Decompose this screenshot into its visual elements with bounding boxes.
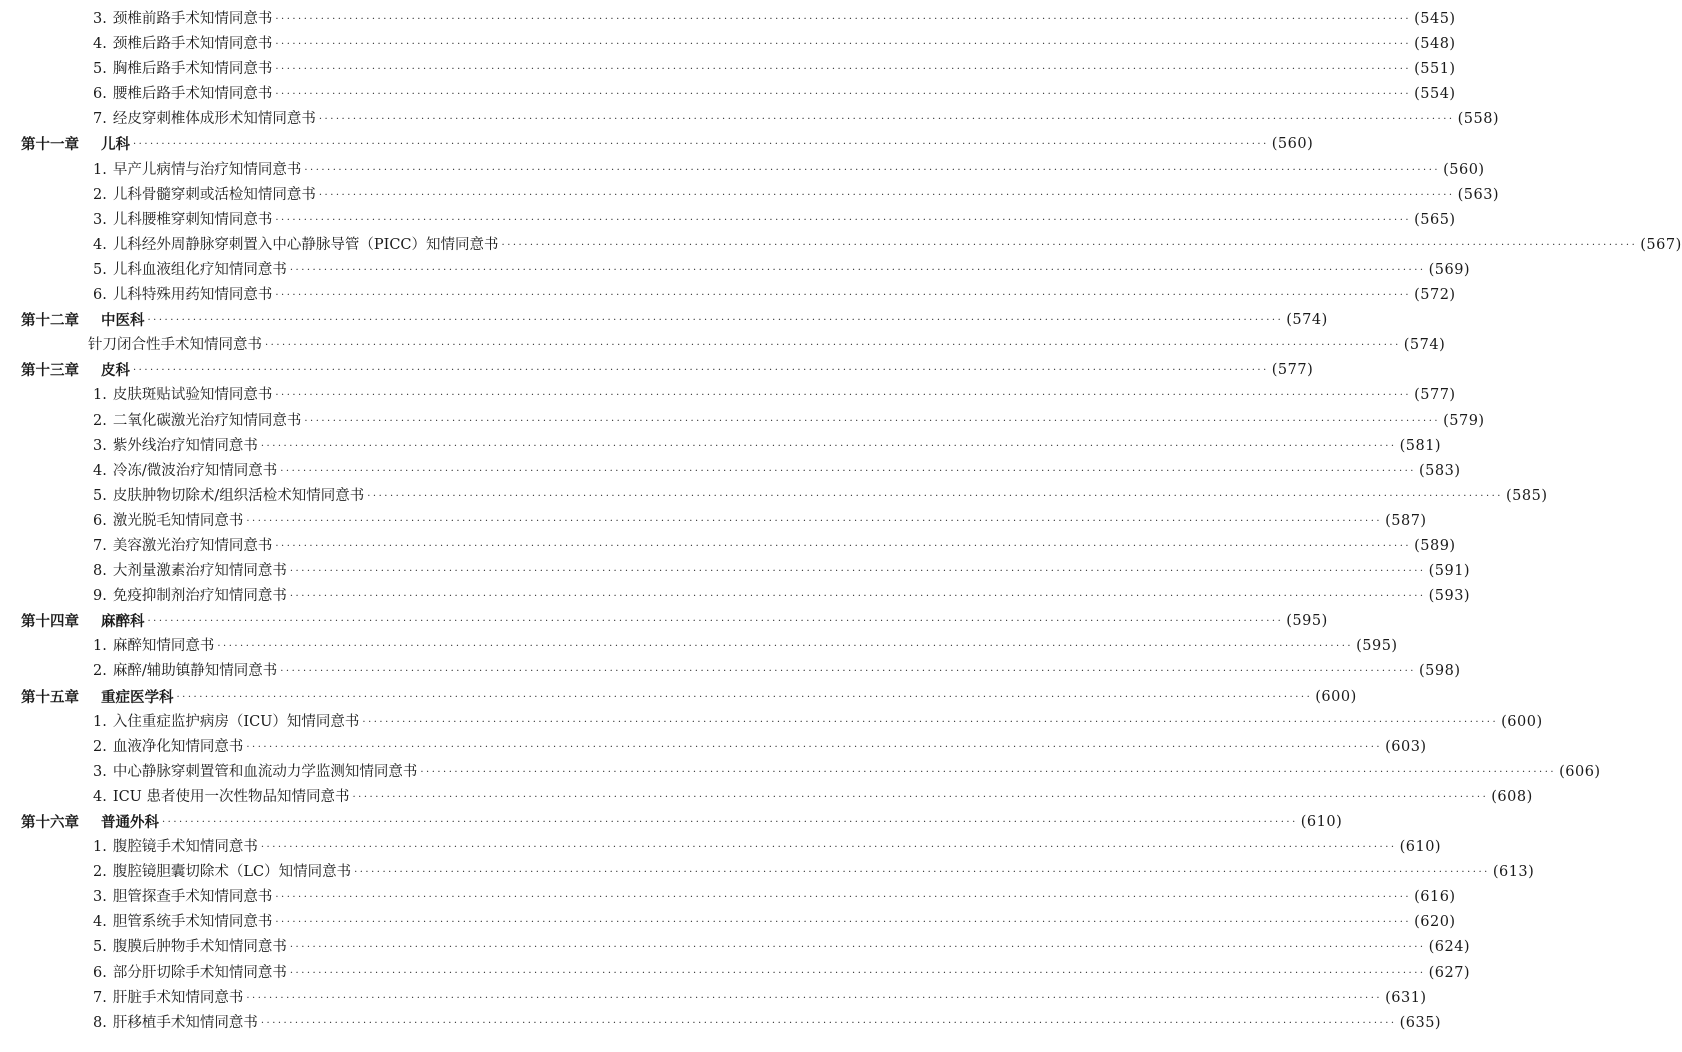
entry-title: 经皮穿刺椎体成形术知情同意书 [112, 111, 316, 128]
dot-leader: ········································································································································································································ [280, 666, 1416, 678]
entry-number: 7. [93, 537, 107, 554]
entry-number: 2. [93, 663, 107, 680]
page-number: (595) [1356, 638, 1398, 655]
toc-entry-row [0, 233, 1682, 258]
chapter-number: 第十一章 [21, 136, 79, 154]
entry-title: 早产儿病情与治疗知情同意书 [112, 161, 302, 178]
page-number: (620) [1414, 914, 1456, 931]
dot-leader: ········································································································································································································ [352, 791, 1489, 803]
page-number: (589) [1414, 537, 1456, 554]
dot-leader: ········································································································································································································ [147, 616, 1284, 628]
entry-number: 1. [93, 839, 107, 856]
page-number: (563) [1457, 186, 1500, 203]
dot-leader: ········································································································································································································ [304, 415, 1441, 427]
page-number: (583) [1418, 462, 1461, 479]
toc-entry-row [0, 57, 1456, 82]
entry-title: 胆管探查手术知情同意书 [112, 889, 273, 906]
dot-leader: ········································································································································································································ [275, 89, 1412, 101]
page-number: (593) [1428, 588, 1471, 605]
toc-entry-row [0, 158, 1485, 183]
dot-leader: ········································································································································································································ [304, 164, 1441, 176]
dot-leader: ········································································································································································································ [275, 214, 1412, 226]
toc-chapter-row [0, 810, 1343, 835]
page-number: (587) [1385, 512, 1427, 529]
entry-number: 3. [93, 889, 107, 906]
toc-entry-row [0, 885, 1456, 910]
entry-number: 5. [93, 939, 107, 956]
entry-title: 冷冻/微波治疗知情同意书 [112, 462, 278, 479]
page-number: (569) [1428, 261, 1471, 278]
toc-entry-row [0, 107, 1500, 132]
entry-title: 腰椎后路手术知情同意书 [112, 86, 273, 103]
dot-leader: ········································································································································································································ [162, 817, 1298, 828]
entry-title: 入住重症监护病房（ICU）知情同意书 [112, 713, 360, 730]
entry-title: 激光脱毛知情同意书 [112, 512, 244, 529]
dot-leader: ········································································································································································································ [260, 440, 1397, 452]
dot-leader: ········································································································································································································ [147, 315, 1284, 327]
dot-leader: ········································································································································································································ [318, 189, 1455, 201]
toc-entry-row [0, 634, 1398, 659]
toc-entry-row [0, 1011, 1442, 1036]
entry-title: 麻醉知情同意书 [112, 638, 215, 655]
entry-title: 肝脏手术知情同意书 [112, 989, 244, 1006]
toc-entry-row [0, 760, 1601, 785]
page-number: (635) [1399, 1014, 1442, 1031]
dot-leader: ········································································································································································································ [275, 14, 1412, 25]
toc-entry-row [0, 409, 1485, 434]
entry-number: 3. [93, 763, 107, 780]
entry-title: 儿科腰椎穿刺知情同意书 [112, 211, 273, 228]
entry-number: 5. [93, 61, 107, 78]
dot-leader: ········································································································································································································ [289, 264, 1426, 276]
entry-title: 腹腔镜手术知情同意书 [112, 839, 258, 856]
page-number: (579) [1443, 412, 1485, 429]
entry-title: 美容激光治疗知情同意书 [112, 537, 273, 554]
entry-number: 8. [93, 563, 107, 580]
entry-title: ICU 患者使用一次性物品知情同意书 [112, 788, 350, 805]
page-number: (616) [1414, 889, 1456, 906]
toc-entry-row [0, 534, 1456, 559]
entry-number: 3. [93, 11, 107, 27]
toc-entry-row [0, 459, 1461, 484]
page-number: (595) [1286, 613, 1328, 630]
dot-leader: ········································································································································································································ [362, 716, 1499, 728]
toc-entry-row [0, 986, 1427, 1011]
toc-entry-row [0, 509, 1427, 534]
dot-leader: ········································································································································································································ [280, 465, 1416, 477]
page-number: (608) [1491, 788, 1533, 805]
dot-leader: ········································································································································································································ [133, 365, 1269, 377]
page-number: (600) [1501, 713, 1543, 730]
toc-entry-row [0, 7, 1456, 32]
page-number: (548) [1414, 36, 1456, 53]
toc-entry-row [0, 710, 1543, 735]
entry-number: 1. [93, 161, 107, 178]
page-number: (551) [1414, 61, 1456, 78]
entry-title: 胆管系统手术知情同意书 [112, 914, 273, 931]
dot-leader: ········································································································································································································ [265, 340, 1401, 352]
entry-number: 1. [93, 387, 107, 404]
toc-entry-row [0, 910, 1456, 935]
entry-title: 颈椎前路手术知情同意书 [112, 11, 273, 27]
dot-leader: ········································································································································································································ [275, 540, 1412, 552]
page-number: (585) [1505, 487, 1548, 504]
page-number: (567) [1640, 236, 1682, 253]
toc-chapter-row [0, 685, 1357, 710]
chapter-title: 普通外科 [101, 814, 159, 831]
chapter-number: 第十五章 [21, 688, 79, 706]
toc-entry-row [0, 935, 1471, 960]
entry-title: 儿科经外周静脉穿刺置入中心静脉导管（PICC）知情同意书 [112, 236, 499, 253]
chapter-title: 皮科 [101, 362, 130, 380]
toc-entry-row [0, 860, 1535, 885]
dot-leader: ········································································································································································································ [246, 992, 1383, 1004]
toc-entry-row [0, 484, 1548, 509]
chapter-number: 第十三章 [21, 362, 79, 380]
entry-number: 7. [93, 989, 107, 1006]
entry-number: 3. [93, 211, 107, 228]
toc-entry-row [0, 183, 1500, 208]
entry-title: 腹腔镜胆囊切除术（LC）知情同意书 [112, 864, 352, 881]
toc-entry-row [0, 785, 1533, 810]
page-number: (574) [1403, 337, 1446, 354]
entry-title: 中心静脉穿刺置管和血流动力学监测知情同意书 [112, 763, 418, 780]
entry-title: 紫外线治疗知情同意书 [112, 437, 258, 454]
page-number: (572) [1414, 287, 1456, 304]
entry-number: 5. [93, 487, 107, 504]
toc-entry-row [0, 283, 1456, 308]
entry-number: 3. [93, 437, 107, 454]
entry-number: 2. [93, 864, 107, 881]
toc-entry-row [0, 835, 1442, 860]
entry-number: 4. [93, 36, 107, 53]
page-number: (560) [1443, 161, 1485, 178]
page-number: (613) [1492, 864, 1535, 881]
entry-title: 部分肝切除手术知情同意书 [112, 964, 287, 981]
toc-entry-row [0, 208, 1456, 233]
page-number: (624) [1428, 939, 1471, 956]
dot-leader: ········································································································································································································ [420, 766, 1557, 778]
toc-entry-row [0, 584, 1471, 609]
page-number: (603) [1385, 738, 1427, 755]
dot-leader: ········································································································································································································ [318, 114, 1455, 126]
toc-entry-row [0, 32, 1456, 57]
toc-entry-row [0, 333, 1446, 358]
toc-entry-row [0, 735, 1427, 760]
page-number: (591) [1428, 563, 1471, 580]
page-number: (565) [1414, 211, 1456, 228]
entry-title: 二氧化碳激光治疗知情同意书 [112, 412, 302, 429]
dot-leader: ········································································································································································································ [246, 741, 1383, 753]
entry-number: 6. [93, 964, 107, 981]
entry-title: 大剂量激素治疗知情同意书 [112, 563, 287, 580]
entry-number: 9. [93, 588, 107, 605]
entry-title: 皮肤斑贴试验知情同意书 [112, 387, 273, 404]
dot-leader: ········································································································································································································ [354, 867, 1490, 879]
dot-leader: ········································································································································································································ [260, 842, 1397, 854]
entry-title: 腹膜后肿物手术知情同意书 [112, 939, 287, 956]
chapter-title: 重症医学科 [101, 688, 174, 706]
entry-number: 6. [93, 512, 107, 529]
page-number: (554) [1414, 86, 1456, 103]
entry-number: 8. [93, 1014, 107, 1031]
entry-title: 肝移植手术知情同意书 [112, 1014, 258, 1031]
page-number: (598) [1418, 663, 1461, 680]
dot-leader: ········································································································································································································ [289, 942, 1426, 954]
toc-chapter-row [0, 358, 1314, 383]
toc-chapter-row [0, 308, 1328, 333]
entry-number: 4. [93, 236, 107, 253]
toc-entry-row [0, 961, 1471, 986]
dot-leader: ········································································································································································································ [217, 641, 1354, 653]
page-number: (606) [1559, 763, 1601, 780]
page-number: (560) [1271, 136, 1314, 153]
page-number: (581) [1399, 437, 1442, 454]
dot-leader: ········································································································································································································ [289, 967, 1426, 979]
chapter-title: 中医科 [101, 312, 145, 330]
dot-leader: ········································································································································································································ [176, 691, 1313, 703]
dot-leader: ········································································································································································································ [501, 239, 1638, 251]
entry-title: 血液净化知情同意书 [112, 738, 244, 755]
toc-entry-row [0, 434, 1442, 459]
dot-leader: ········································································································································································································ [275, 39, 1412, 51]
toc-entry-row [0, 659, 1461, 684]
entry-number: 2. [93, 412, 107, 429]
page-number: (627) [1428, 964, 1471, 981]
chapter-number: 第十二章 [21, 312, 79, 330]
toc-entry-row [0, 82, 1456, 107]
entry-title: 胸椎后路手术知情同意书 [112, 61, 273, 78]
entry-number: 4. [93, 788, 107, 805]
chapter-number: 第十四章 [21, 613, 79, 631]
dot-leader: ········································································································································································································ [275, 390, 1412, 402]
entry-number: 7. [93, 111, 107, 128]
page-number: (574) [1286, 312, 1328, 329]
dot-leader: ········································································································································································································ [367, 490, 1503, 502]
toc-chapter-row [0, 609, 1328, 634]
dot-leader: ········································································································································································································ [275, 892, 1412, 904]
entry-title: 儿科血液组化疗知情同意书 [112, 261, 287, 278]
page-number: (610) [1399, 839, 1442, 856]
chapter-title: 麻醉科 [101, 613, 145, 631]
entry-number: 2. [93, 186, 107, 203]
dot-leader: ········································································································································································································ [133, 139, 1269, 151]
dot-leader: ········································································································································································································ [275, 917, 1412, 929]
entry-title: 免疫抑制剂治疗知情同意书 [112, 588, 287, 605]
entry-title: 皮肤肿物切除术/组织活检术知情同意书 [112, 487, 365, 504]
entry-title: 麻醉/辅助镇静知情同意书 [112, 663, 278, 680]
entry-number: 1. [93, 713, 107, 730]
entry-title: 针刀闭合性手术知情同意书 [88, 337, 262, 354]
toc-chapter-row [0, 132, 1314, 157]
entry-number: 6. [93, 287, 107, 304]
entry-number: 6. [93, 86, 107, 103]
entry-title: 颈椎后路手术知情同意书 [112, 36, 273, 53]
dot-leader: ········································································································································································································ [289, 591, 1426, 603]
toc-entry-row [0, 383, 1456, 408]
entry-number: 1. [93, 638, 107, 655]
page-number: (558) [1457, 111, 1500, 128]
page-number: (600) [1315, 688, 1357, 705]
dot-leader: ········································································································································································································ [260, 1017, 1397, 1029]
chapter-number: 第十六章 [21, 814, 79, 831]
toc-entry-row [0, 258, 1471, 283]
page-number: (545) [1414, 11, 1456, 27]
entry-number: 5. [93, 261, 107, 278]
entry-title: 儿科特殊用药知情同意书 [112, 287, 273, 304]
chapter-title: 儿科 [101, 136, 130, 154]
page-number: (631) [1385, 989, 1427, 1006]
table-of-contents [0, 7, 1682, 1036]
entry-number: 2. [93, 738, 107, 755]
dot-leader: ········································································································································································································ [275, 290, 1412, 302]
toc-entry-row [0, 559, 1471, 584]
entry-title: 儿科骨髓穿刺或活检知情同意书 [112, 186, 316, 203]
page-number: (610) [1300, 814, 1343, 830]
dot-leader: ········································································································································································································ [246, 515, 1383, 527]
dot-leader: ········································································································································································································ [275, 64, 1412, 76]
dot-leader: ········································································································································································································ [289, 566, 1426, 578]
entry-number: 4. [93, 462, 107, 479]
page-number: (577) [1271, 362, 1314, 379]
page-number: (577) [1414, 387, 1456, 404]
entry-number: 4. [93, 914, 107, 931]
